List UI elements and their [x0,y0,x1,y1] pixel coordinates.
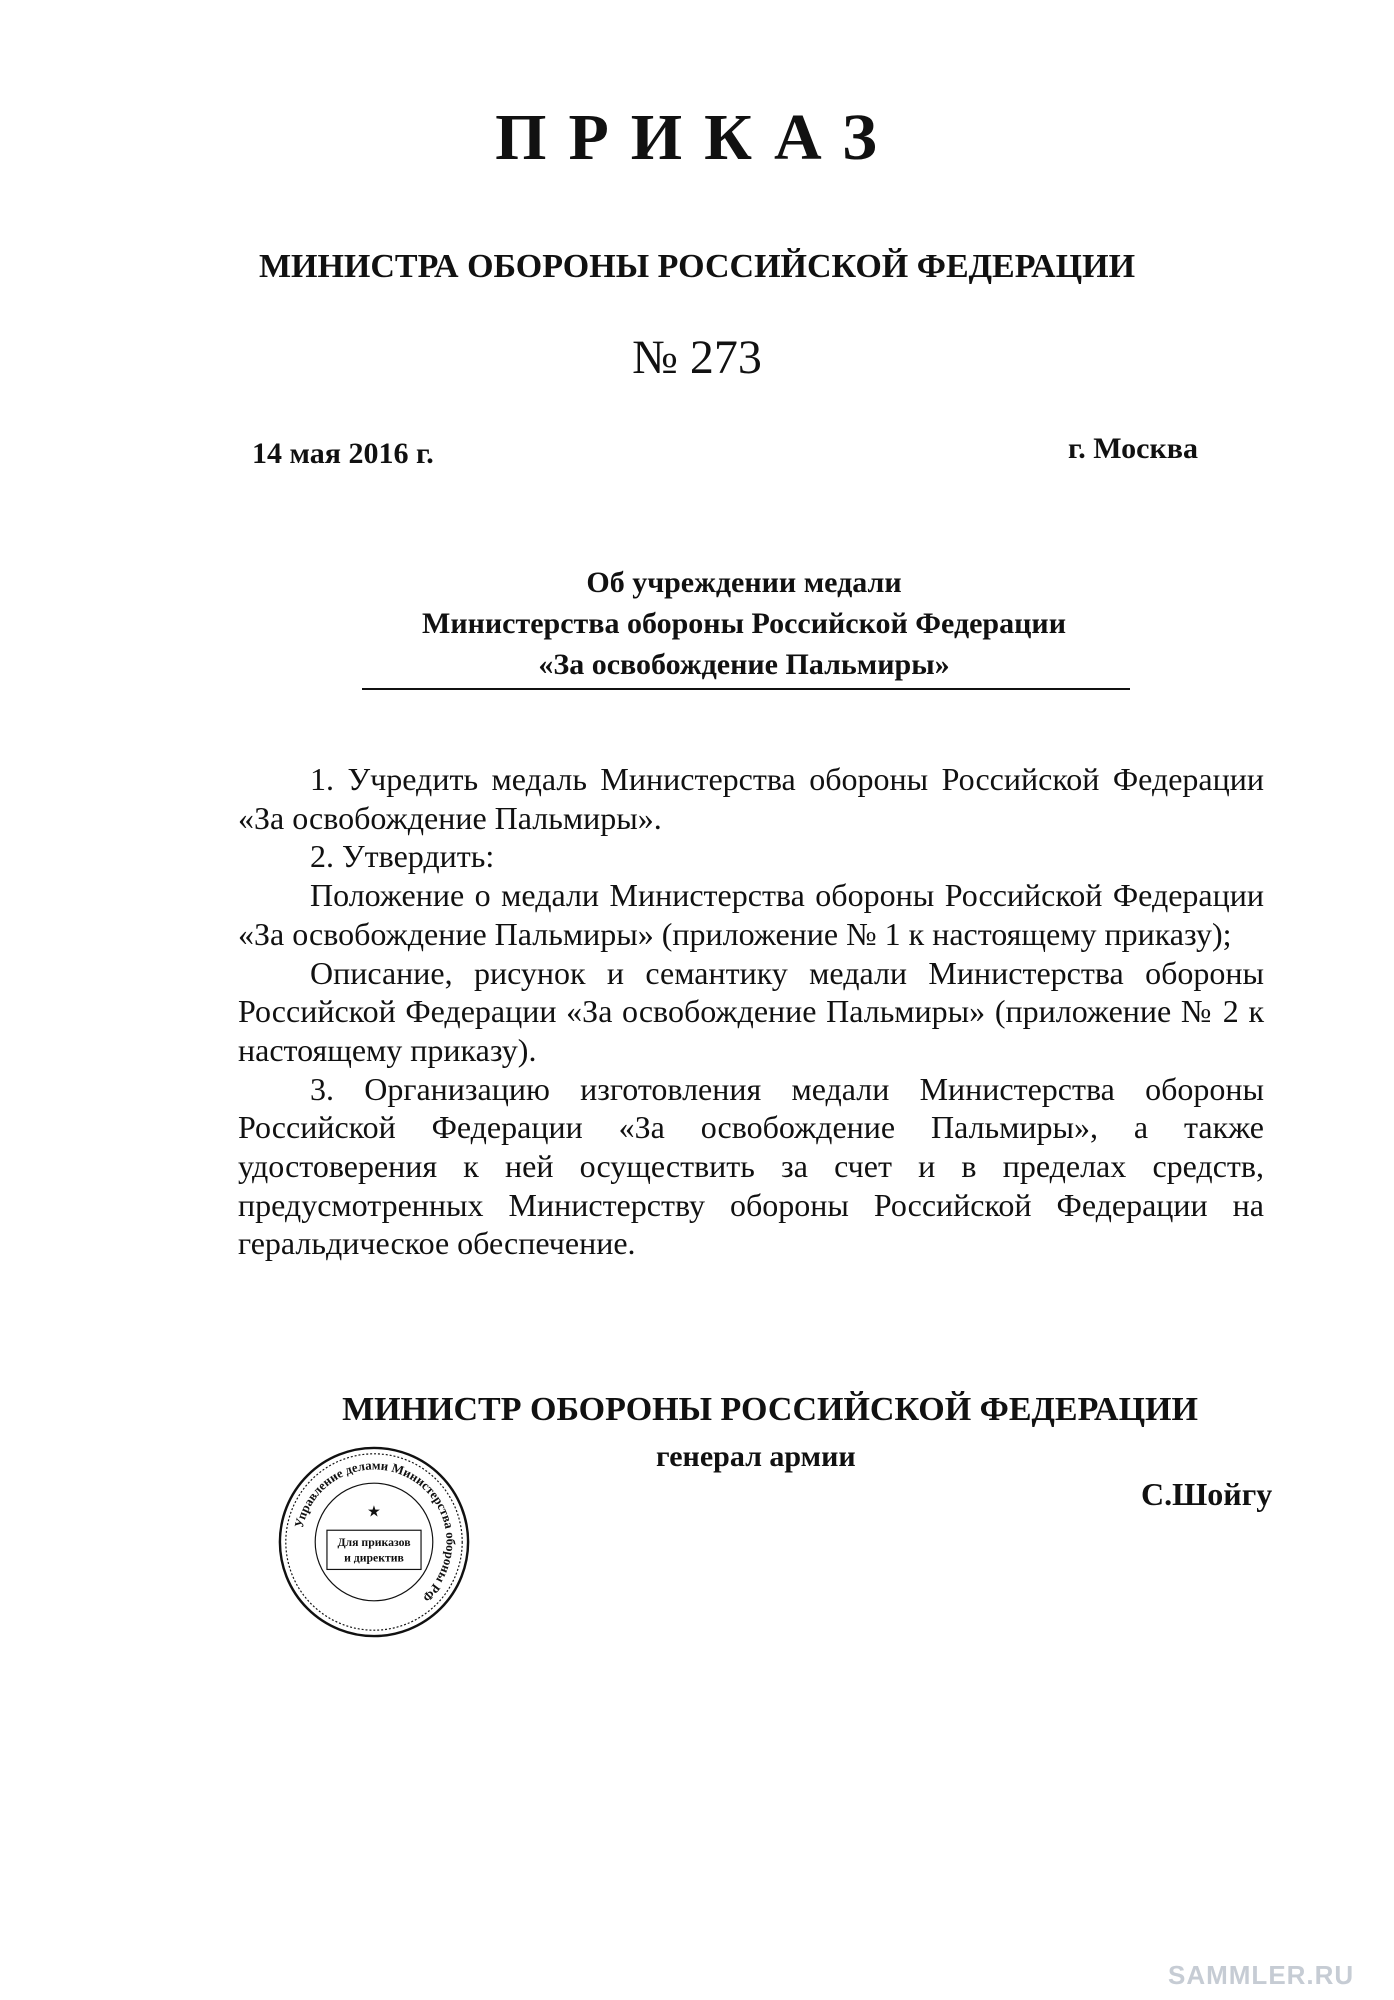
order-number: № 273 [632,331,762,384]
heading-line-3: «За освобождение Пальмиры» [538,648,950,681]
document-subtitle: МИНИСТРА ОБОРОНЫ РОССИЙСКОЙ ФЕДЕРАЦИИ [258,248,1136,285]
paragraph-2-item-1: Положение о медали Министерства обороны Российской Федерации «За освобождение Пальмиры» (приложение № 1 к настоящему приказу); [238,877,1264,952]
document-title: ПРИКАЗ [495,101,899,174]
paragraph-1: 1. Учредить медаль Министерства обороны Российской Федерации «За освобождение Пальмиры». [238,761,1264,836]
signatory-title: МИНИСТР ОБОРОНЫ РОССИЙСКОЙ ФЕДЕРАЦИИ [342,1391,1198,1428]
paragraph-3: 3. Организацию изготовления медали Министерства обороны Российской Федерации «За освобождение Пальмиры», а также удостоверения к ней осуществить за счет и в пределах средств, предусмотренных Министерству обороны Российской Федерации на геральдическое обеспечение. [238,1070,1264,1262]
seal-star-icon: ★ [366,1503,382,1521]
official-seal-stamp [276,1444,472,1640]
seal-center-line-2: и директив [344,1551,404,1565]
seal-center-line-1: Для приказов [337,1535,411,1549]
site-watermark: SAMMLER.RU [1168,1960,1355,1990]
heading-line-2: Министерства обороны Российской Федерации [422,607,1066,640]
heading-line-1: Об учреждении медали [586,566,902,599]
order-heading [360,562,1128,685]
heading-underline [362,688,1130,690]
order-city: г. Москва [1068,432,1198,465]
paragraph-2-item-2: Описание, рисунок и семантику медали Министерства обороны Российской Федерации «За освобождение Пальмиры» (приложение № 2 к настоящему приказу). [238,954,1264,1068]
seal-ring-text: Управление делами Министерства обороны РФ [291,1458,458,1605]
signatory-rank: генерал армии [656,1440,856,1473]
order-body [238,760,1264,1263]
order-date: 14 мая 2016 г. [252,437,434,470]
signatory-name: С.Шойгу [1141,1476,1273,1512]
paragraph-2: 2. Утвердить: [310,838,495,875]
